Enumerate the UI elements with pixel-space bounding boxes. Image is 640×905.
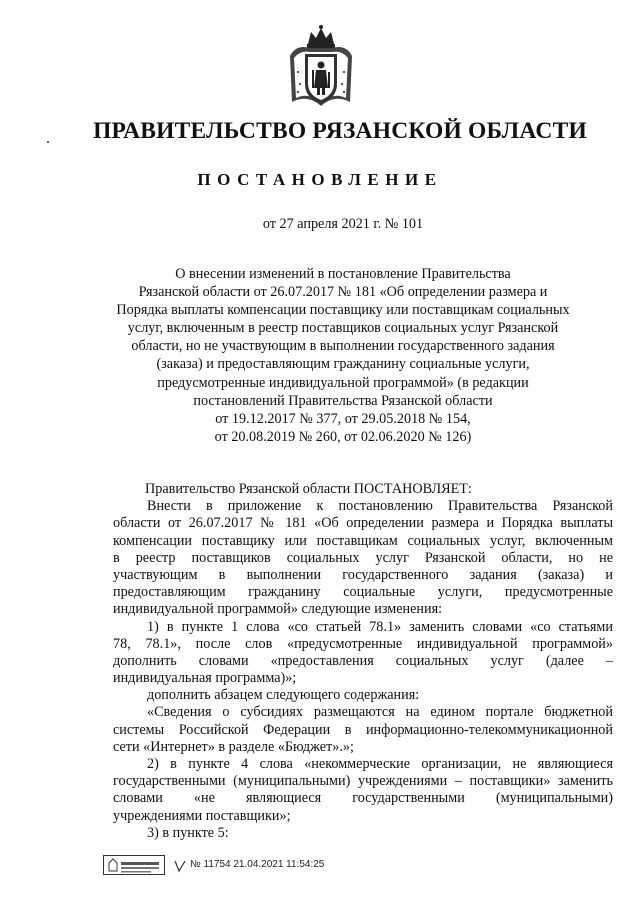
scan-speck [47,141,49,143]
subject-line: О внесении изменений в постановление Правительства [175,266,511,282]
registration-footer [103,855,363,877]
body-line: индивидуальной программой» следующие изменения: [113,601,443,618]
body-line: «Сведения о субсидиях размещаются на едином портале бюджетной [147,704,613,721]
body-line: 3) в пункте 5: [147,824,229,841]
subject-line: области, но не участвующим в выполнении государственного задания [131,338,555,355]
registration-number: № 11754 21.04.2021 11:54:25 [190,859,325,870]
body-line: компенсации поставщику или поставщикам социальных услуг, включенным [113,532,613,549]
body-line: Внести в приложение к постановлению Правительства Рязанской [147,498,613,515]
body-line: в реестр поставщиков социальных услуг Рязанской области, но не [113,549,613,566]
government-title: ПРАВИТЕЛЬСТВО РЯЗАНСКОЙ ОБЛАСТИ [93,118,587,144]
body-line: учреждениями поставщики»; [113,807,291,824]
body-line: 1) в пункте 1 слова «со статьей 78.1» заменить словами «со статьями [147,618,613,635]
document-subject [0,265,640,446]
subject-line: Порядка выплаты компенсации поставщику или поставщикам социальных [116,302,570,319]
body-line: 2) в пункте 4 слова «некоммерческие организации, не являющиеся [147,756,613,772]
subject-line: от 20.08.2019 № 260, от 02.06.2020 № 126) [214,428,472,445]
subject-line: Рязанской области от 26.07.2017 № 181 «Об определении размера и [138,284,548,301]
stamp-mark-icon [173,859,187,873]
body-line: индивидуальная программа)»; [113,670,297,687]
body-line: словами «не являющиеся государственными (муниципальными) [113,790,613,807]
body-line: Правительство Рязанской области ПОСТАНОВЛЯЕТ: [145,481,472,497]
document-type: ПОСТАНОВЛЕНИЕ [197,170,443,189]
subject-line: предусмотренные индивидуальной программой» (в редакции [157,374,529,391]
subject-line: постановлений Правительства Рязанской области [193,392,493,409]
document-body [113,481,613,842]
body-line: государственными (муниципальными) учреждениями – поставщики» заменить [113,773,613,790]
document-date-number: от 27 апреля 2021 г. № 101 [262,216,424,232]
body-line: участвующим в выполнении государственного задания (заказа) и [113,566,613,583]
coat-of-arms-icon [286,22,356,112]
subject-line: услуг, включенным в реестр поставщиков социальных услуг Рязанской [127,320,559,337]
subject-line: от 19.12.2017 № 377, от 29.05.2018 № 154, [215,410,471,427]
body-line: предоставляющим гражданину социальные услуги, предусмотренные [113,584,613,601]
body-line: сети «Интернет» в разделе «Бюджет».»; [113,738,354,755]
subject-line: (заказа) и предоставляющим гражданину социальные услуги, [156,356,530,373]
body-line: дополнить абзацем следующего содержания: [147,687,420,704]
registry-stamp-icon [103,855,165,875]
body-line: 78, 78.1», после слов «предусмотренные индивидуальной программой» [113,635,613,652]
body-line: системы Российской Федерации в информационно-телекоммуникационной [113,721,613,738]
body-line: области от 26.07.2017 № 181 «Об определении размера и Порядка выплаты [113,515,613,532]
body-line: дополнить словами «предоставления социальных услуг (далее – [113,652,613,669]
